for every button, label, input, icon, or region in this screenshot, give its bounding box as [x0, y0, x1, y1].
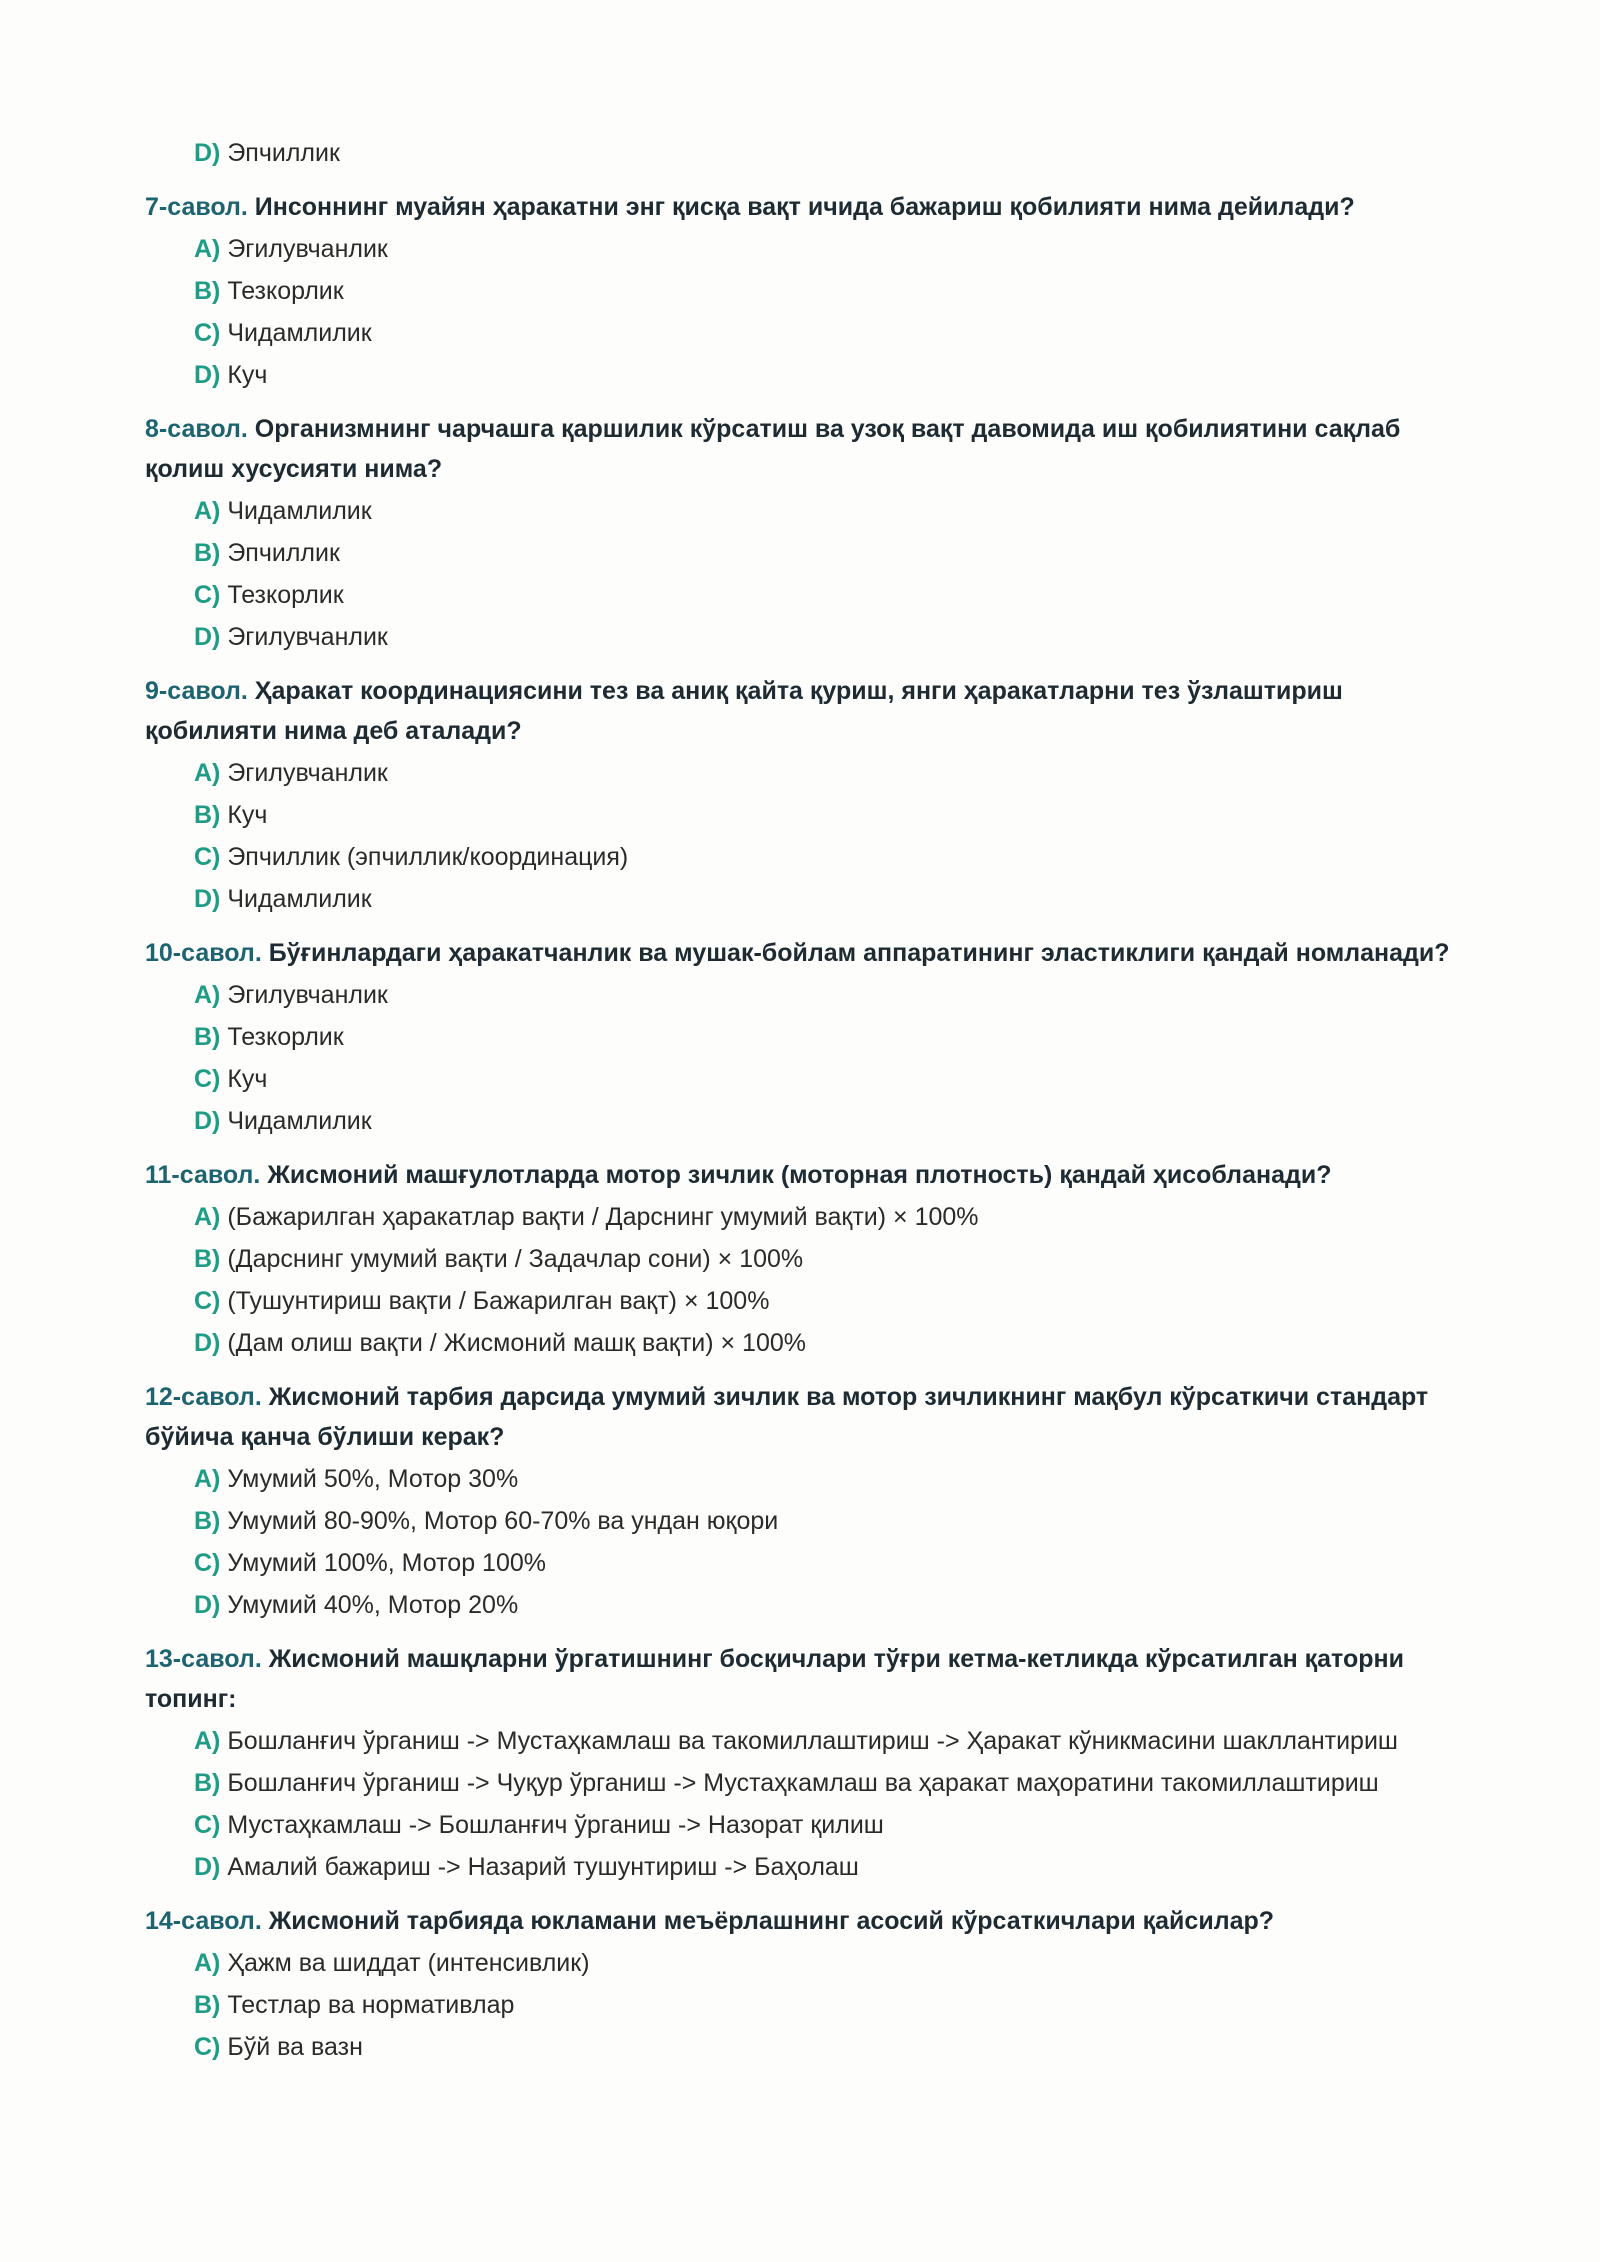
question-number: 11-савол. — [145, 1161, 261, 1189]
option-letter: A) — [194, 981, 221, 1009]
option-letter: A) — [194, 1203, 221, 1231]
question-text — [145, 1155, 1465, 1195]
option-letter: C) — [194, 581, 221, 609]
answer-option — [145, 1720, 1465, 1762]
question-number: 10-савол. — [145, 939, 262, 967]
option-text: Эгилувчанлик — [220, 981, 388, 1009]
answer-option — [145, 1196, 1465, 1238]
answer-option — [145, 1942, 1465, 1984]
question-number: 13-савол. — [145, 1645, 262, 1673]
question-number: 12-савол. — [145, 1383, 262, 1411]
question-body: Жисмоний тарбия дарсида умумий зичлик ва мотор зичликнинг мақбул кўрсаткичи стандарт бўйича қанча бўлиши керак? — [145, 1383, 1429, 1451]
option-text: Умумий 40%, Мотор 20% — [220, 1591, 519, 1619]
option-text: Тезкорлик — [220, 277, 344, 305]
option-letter: B) — [194, 277, 221, 305]
option-letter: D) — [194, 623, 221, 651]
question-block — [145, 1377, 1465, 1626]
question-block — [145, 1639, 1465, 1888]
question-text — [145, 933, 1465, 973]
option-letter: A) — [194, 1949, 221, 1977]
option-text: Чидамлилик — [220, 319, 372, 347]
question-text — [145, 409, 1465, 489]
option-letter: A) — [194, 1727, 221, 1755]
answer-option — [145, 974, 1465, 1016]
option-text: Тезкорлик — [220, 1023, 344, 1051]
option-letter: D) — [194, 1107, 221, 1135]
answer-option — [145, 1280, 1465, 1322]
question-number: 9-савол. — [145, 677, 248, 705]
answer-option — [145, 490, 1465, 532]
answer-option — [145, 1058, 1465, 1100]
answer-option — [145, 354, 1465, 396]
answer-option — [145, 1846, 1465, 1888]
question-body: Инсоннинг муайян ҳаракатни энг қисқа вақт ичида бажариш қобилияти нима дейилади? — [247, 193, 1355, 221]
answer-option — [145, 312, 1465, 354]
option-text: Мустаҳкамлаш -> Бошланғич ўрганиш -> Назорат қилиш — [220, 1811, 884, 1839]
option-text: Бўй ва вазн — [220, 2033, 363, 2061]
answer-option — [145, 1500, 1465, 1542]
option-text: Умумий 100%, Мотор 100% — [220, 1549, 547, 1577]
answer-option — [145, 616, 1465, 658]
option-text: Эгилувчанлик — [220, 235, 388, 263]
answer-option — [145, 1322, 1465, 1364]
option-text: Чидамлилик — [220, 497, 372, 525]
answer-option — [145, 1238, 1465, 1280]
answer-option — [145, 878, 1465, 920]
option-text: Чидамлилик — [220, 1107, 372, 1135]
question-body: Ҳаракат координациясини тез ва аниқ қайта қуриш, янги ҳаракатларни тез ўзлаштириш қобилияти нима деб аталади? — [145, 677, 1343, 745]
question-body: Жисмоний машқларни ўргатишнинг босқичлари тўғри кетма-кетликда кўрсатилган қаторни топинг: — [145, 1645, 1404, 1713]
answer-option — [145, 1542, 1465, 1584]
option-letter: C) — [194, 1287, 221, 1315]
option-text: Эгилувчанлик — [220, 759, 388, 787]
answer-option — [145, 228, 1465, 270]
question-text — [145, 187, 1465, 227]
option-letter: A) — [194, 759, 221, 787]
question-text — [145, 1377, 1465, 1457]
option-letter: D) — [194, 361, 221, 389]
question-text — [145, 1901, 1465, 1941]
option-letter: B) — [194, 539, 221, 567]
answer-option — [145, 1458, 1465, 1500]
question-block — [145, 409, 1465, 658]
option-letter: B) — [194, 1769, 221, 1797]
option-text: Бошланғич ўрганиш -> Мустаҳкамлаш ва такомиллаштириш -> Ҳаракат кўникмасини шакллантириш — [220, 1727, 1398, 1755]
question-number: 7-савол. — [145, 193, 248, 221]
answer-option — [145, 1584, 1465, 1626]
option-letter: D) — [194, 1853, 221, 1881]
option-letter: D) — [194, 885, 221, 913]
answer-option — [145, 752, 1465, 794]
answer-option — [145, 1016, 1465, 1058]
option-letter: B) — [194, 1023, 221, 1051]
document-page — [145, 132, 1465, 2068]
option-text: Куч — [220, 801, 268, 829]
question-number: 14-савол. — [145, 1907, 262, 1935]
answer-option — [145, 1100, 1465, 1142]
option-letter: B) — [194, 1991, 221, 2019]
question-block — [145, 187, 1465, 396]
option-text: Бошланғич ўрганиш -> Чуқур ўрганиш -> Мустаҳкамлаш ва ҳаракат маҳоратини такомиллаштириш — [220, 1769, 1379, 1797]
option-text: (Дам олиш вақти / Жисмоний машқ вақти) × 100% — [220, 1329, 806, 1357]
answer-option — [145, 836, 1465, 878]
option-letter: A) — [194, 235, 221, 263]
answer-option — [145, 2026, 1465, 2068]
question-body: Жисмоний машғулотларда мотор зичлик (моторная плотность) қандай ҳисобланади? — [260, 1161, 1332, 1189]
option-text: Умумий 80-90%, Мотор 60-70% ва ундан юқори — [220, 1507, 779, 1535]
answer-option — [145, 132, 1465, 174]
option-letter: C) — [194, 1065, 221, 1093]
option-list — [145, 132, 1465, 174]
option-letter: B) — [194, 1245, 221, 1273]
answer-option — [145, 270, 1465, 312]
option-text: Тестлар ва нормативлар — [220, 1991, 515, 2019]
answer-option — [145, 1804, 1465, 1846]
option-letter: C) — [194, 319, 221, 347]
option-text: Эгилувчанлик — [220, 623, 388, 651]
option-letter: C) — [194, 1811, 221, 1839]
option-letter: C) — [194, 1549, 221, 1577]
option-letter: B) — [194, 801, 221, 829]
option-text: Амалий бажариш -> Назарий тушунтириш -> Баҳолаш — [220, 1853, 859, 1881]
answer-option — [145, 574, 1465, 616]
option-text: (Бажарилган ҳаракатлар вақти / Дарснинг умумий вақти) × 100% — [220, 1203, 979, 1231]
option-text: Эпчиллик — [220, 139, 340, 167]
option-letter: A) — [194, 497, 221, 525]
question-block — [145, 933, 1465, 1142]
question-block — [145, 1155, 1465, 1364]
question-text — [145, 671, 1465, 751]
option-letter: C) — [194, 2033, 221, 2061]
question-body: Организмнинг чарчашга қаршилик кўрсатиш ва узоқ вақт давомида иш қобилиятини сақлаб қолиш хусусияти нима? — [145, 415, 1401, 483]
option-letter: D) — [194, 1329, 221, 1357]
answer-option — [145, 1762, 1465, 1804]
answer-option — [145, 1984, 1465, 2026]
question-text — [145, 1639, 1465, 1719]
option-letter: A) — [194, 1465, 221, 1493]
question-number: 8-савол. — [145, 415, 248, 443]
question-body: Жисмоний тарбияда юкламани меъёрлашнинг асосий кўрсаткичлари қайсилар? — [261, 1907, 1275, 1935]
option-text: Эпчиллик — [220, 539, 340, 567]
option-text: Тезкорлик — [220, 581, 344, 609]
option-letter: D) — [194, 139, 221, 167]
option-letter: D) — [194, 1591, 221, 1619]
option-text: Куч — [220, 1065, 268, 1093]
answer-option — [145, 532, 1465, 574]
answer-option — [145, 794, 1465, 836]
option-text: Эпчиллик (эпчиллик/координация) — [220, 843, 629, 871]
option-letter: C) — [194, 843, 221, 871]
option-text: Чидамлилик — [220, 885, 372, 913]
option-text: (Дарснинг умумий вақти / Задачлар сони) × 100% — [220, 1245, 804, 1273]
question-block — [145, 1901, 1465, 2068]
option-text: Умумий 50%, Мотор 30% — [220, 1465, 519, 1493]
option-text: Куч — [220, 361, 268, 389]
question-block — [145, 671, 1465, 920]
question-body: Бўғинлардаги ҳаракатчанлик ва мушак-бойлам аппаратининг эластиклиги қандай номланади? — [261, 939, 1450, 967]
option-letter: B) — [194, 1507, 221, 1535]
option-text: (Тушунтириш вақти / Бажарилган вақт) × 100% — [220, 1287, 770, 1315]
option-text: Ҳажм ва шиддат (интенсивлик) — [220, 1949, 590, 1977]
